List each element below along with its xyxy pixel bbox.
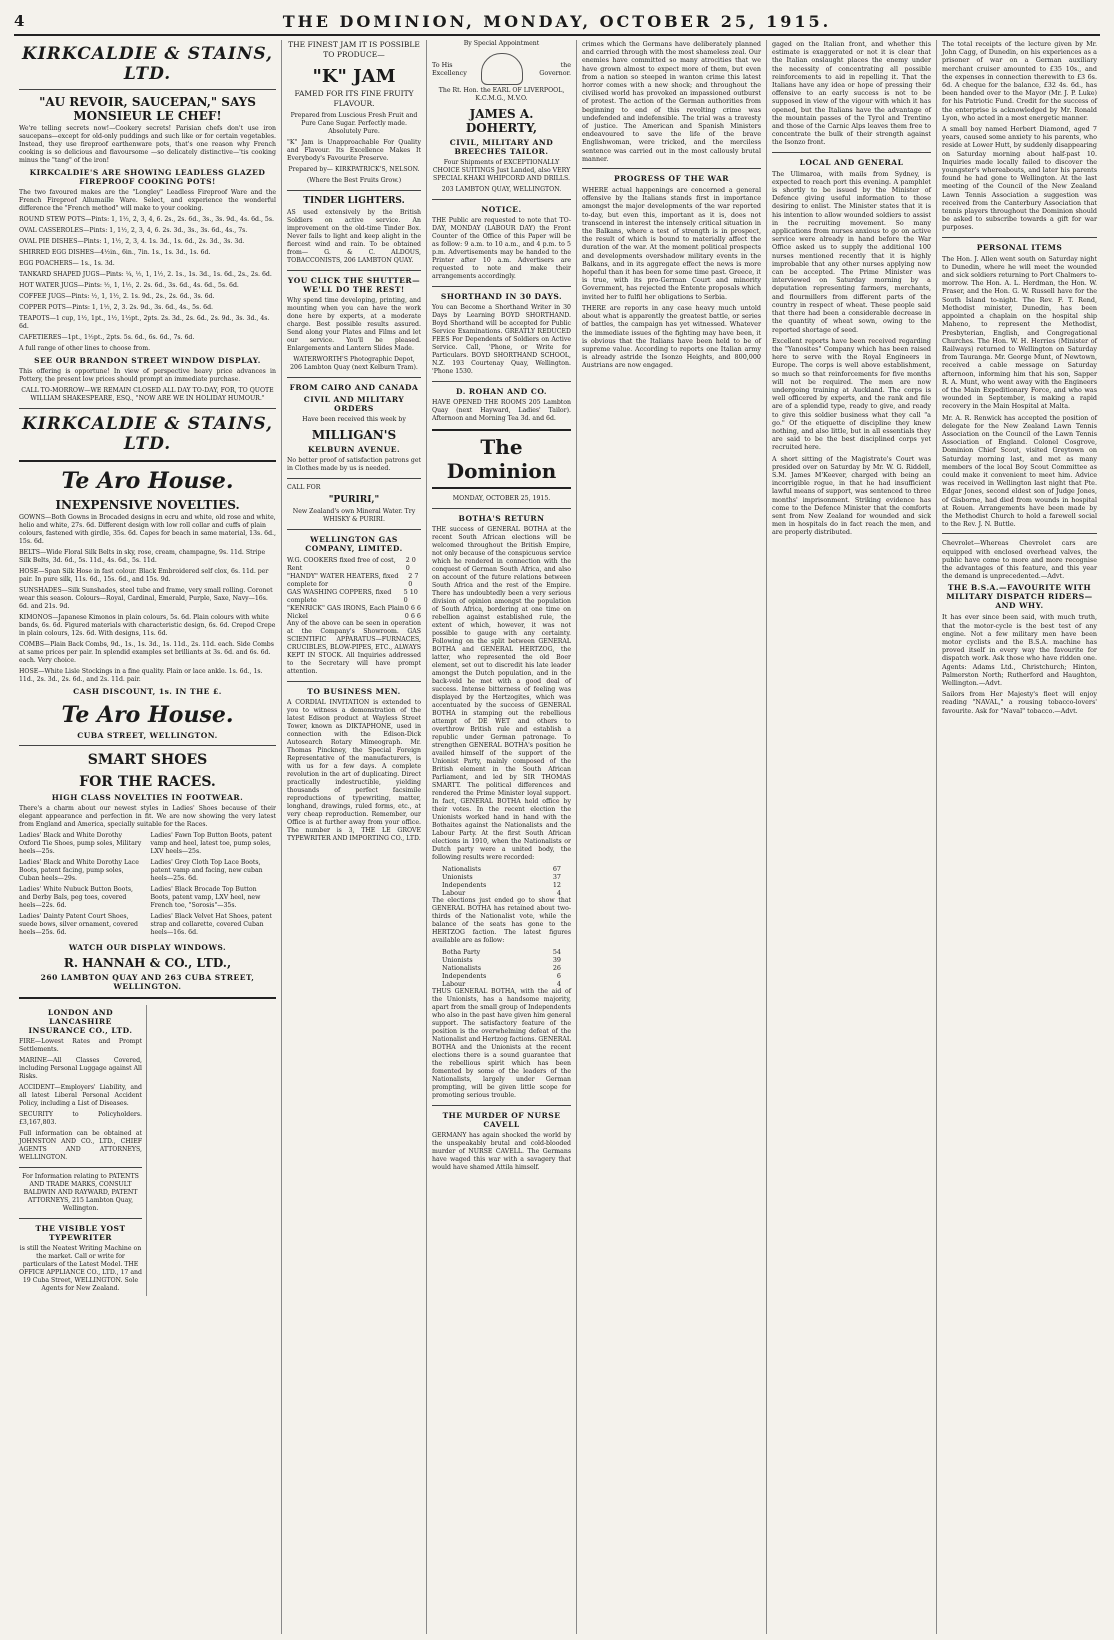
bsa-heading: THE B.S.A.—FAVOURITE WITH MILITARY DISPATCH RIDERS—AND WHY. [946, 583, 1093, 611]
governor-right: the Governor. [539, 61, 571, 77]
party-seats: 6 [556, 972, 561, 980]
shorthand-text: You can Become a Shorthand Writer in 30 Days by Learning BOYD SHORTHAND. Boyd Shorthand will be accepted for Public Service Examinations. GREATLY REDUCED FEES For Dependents of Soldiers on Active Service. Call, 'Phone, or Write for Particulars. BOYD SHORTHAND SCHOOL, N.Z. 193 Courtenay Quay, Wellington. 'Phone 1530. [432, 304, 571, 375]
novelty-item: SUNSHADES—Silk Sunshades, steel tube and frame, very small rolling. Coronet wear this season. Colours—Royal, Cardinal, Emerald, Purple, Saxe, Navy—16s. 6d. and 21s. 9d. [19, 587, 273, 610]
shoe-item: Ladies' Black Velvet Hat Shoes, patent strap and collarette, covered Cuban heels—16s. 6d. [150, 913, 272, 936]
doherty-address: 203 LAMBTON QUAY, WELLINGTON. [441, 186, 562, 193]
gas-item-label: W.G. COOKERS fixed free of cost, Rent [287, 556, 396, 572]
price-line: OVAL CASSEROLES—Pints: 1, 1½, 2, 3, 4, 6. 2s. 3d., 3s., 3s. 6d., 4s., 7s. [19, 227, 248, 234]
price-line: HOT WATER JUGS—Pints: ½, 1, 1½, 2. 2s. 6d., 3s. 6d., 4s. 6d., 5s. 6d. [19, 282, 239, 289]
cash-discount: CASH DISCOUNT, 1s. IN THE £. [73, 687, 222, 696]
milligan-address: KELBURN AVENUE. [307, 445, 401, 454]
novelty-item: HOSE—White Lisle Stockings in a fine quality. Plain or lace ankle. 1s. 6d., 1s. 11d., 2s. 3d., 2s. 6d., and 2s. 11d. pair. [19, 668, 263, 683]
party-seats: 4 [556, 980, 561, 988]
results-row [442, 980, 561, 988]
shorthand-heading: SHORTHAND IN 30 DAYS. [440, 292, 563, 301]
hannah-address: 260 LAMBTON QUAY AND 263 CUBA STREET, WELLINGTON. [40, 973, 255, 991]
royal-crest-icon [481, 53, 523, 85]
cairo-heading: FROM CAIRO AND CANADA [289, 383, 419, 392]
gas-item-label: "KENRICK" GAS IRONS, Each Plain [287, 604, 404, 612]
party-seats: 39 [552, 956, 561, 964]
local-text-3: A short sitting of the Magistrate's Court was presided over on Saturday by Mr. W. G. Riddell, S.M. James M'Keever, charged with being an incorrigible rogue, in that he had insufficient lawful means of support, was sentenced to three months' imprisonment. Striking evidence has come to the Defence Minister that the comforts sent from New Zealand for wounded and sick men in hospitals do in fact reach the men, and are properly distributed. [772, 454, 931, 537]
cavell-heading: THE MURDER OF NURSE CAVELL [442, 1111, 561, 1129]
races-heading: FOR THE RACES. [79, 774, 216, 790]
novelty-item: GOWNS—Both Gowns in Brocaded designs in ecru and white, old rose and white, helio and white, 27s. 6d. Different design with low roll collar and cuffs of plain colours, fastened with girdle, 35s. 6d. Capes for beach in same material, 13s. 6d., 15s. 6d. [19, 514, 276, 545]
gas-item-price: 2 7 0 [408, 572, 419, 588]
personal-text: The Hon. J. Allen went south on Saturday night to Dunedin, where he will meet the wounded and sick soldiers returning to Port Chalmers to-morrow. The Hon. A. L. Herdman, the Hon. W. Fraser, and the Hon. G. W. Russell have for the South Island to-night. The Rev. F. T. Rend, Methodist minister, Dunedin, has been appointed a chaplain on the hospital ship Maheno, to represent the Methodist, Presbyterian, English, and Congregational Churches. The Hon. W. H. Herries (Minister of Railways) returned to Wellington on Saturday from Tauranga. Mr. George Munt, of Newtown, received a cable message on Saturday afternoon, informing him that his son, Sapper R. A. Munt, who went away with the Engineers of the Main Expeditionary Force, and who was wounded in September, is making a rapid recovery in the Main Hospital at Malta. [942, 254, 1097, 411]
novelties-heading: INEXPENSIVE NOVELTIES. [55, 498, 240, 512]
botha-text-2: THUS GENERAL BOTHA, with the aid of the Unionists, has a handsome majority, apart from the small group of Independents who also in the past have given him general support. The satisfactory feature of the position is the overwhelming defeat of the Nationalist and Hertzog factions. GENERAL BOTHA and the Unionists at the recent elections there is a sound guarantee that the rebellious spirit which has been fomented by some of the leaders of the Nationalists, largely under German prompting, will be given little scope for promoting serious trouble. [432, 988, 571, 1099]
kirkcaldie-heading: KIRKCALDIE & STAINS, LTD. [22, 44, 273, 84]
page-number: 4 [14, 12, 25, 30]
party-name: Labour [442, 980, 466, 988]
jam-maker: Prepared by— KIRKPATRICK'S, NELSON. [288, 166, 420, 173]
party-seats: 4 [556, 889, 561, 897]
party-name: Unionists [442, 873, 473, 881]
gas-item-price: 2 0 0 [405, 556, 416, 572]
local-general-heading: LOCAL AND GENERAL [799, 157, 904, 167]
doherty-sub: CIVIL, MILITARY AND BREECHES TAILOR. [449, 138, 554, 156]
puriri-text: New Zealand's own Mineral Water. Try WHISKY & PURIRI. [292, 508, 416, 523]
party-name: Unionists [442, 956, 473, 964]
dominion-flag: The Dominion [432, 429, 571, 489]
k-jam-title: "K" JAM [312, 66, 396, 87]
doherty-heading: JAMES A. DOHERTY, [465, 107, 538, 135]
london-insurance-heading: LONDON AND LANCASHIRE INSURANCE CO., LTD. [28, 1008, 133, 1035]
results-1910-table [432, 865, 571, 897]
column-6 [937, 40, 1102, 1634]
tinder-text: AS used extensively by the British Soldiers on active service. An improvement on the old-time Tinder Box. Never fails to light and keep alight in the fiercest wind and rain. To be obtained from— G. & C. ALDOUS, TOBACCONISTS, 206 LAMBTON QUAY. [287, 209, 421, 264]
jam-famed: FAMED FOR ITS FINE FRUITY FLAVOUR. [294, 89, 414, 108]
shutter-text: Why spend time developing, printing, and mounting when you can have the work done here by experts, at a moderate charge. Best possible results assured. Send along your Plates and Films and let our service. You'll be pleased. Enlargements and Lantern Slides Made. [287, 297, 421, 352]
jam-prepared: Prepared from Luscious Fresh Fruit and Pure Cane Sugar. Perfectly made. Absolutely Pure. [290, 112, 418, 135]
party-name: Nationalists [442, 865, 482, 873]
novelty-item: HOSE—Span Silk Hose in fast colour. Black Embroidered self clox, 6s. 11d. per pair. In pure silk, 11s. 6d., 15s. 6d., and 15s. 9d. [19, 568, 269, 583]
personal-text-2: Mr. A. R. Renwick has accepted the position of delegate for the New Zealand Lawn Tennis Association on the Council of the Lawn Tennis Association of England. Colonel Cosgrove, Dominion Chief Scout, visited Greytown on Saturday morning last, and met as many members of the local Boy Scout Committee as could make it convenient to meet him. Advice was received in Wellington last night that Pte. Edgar Jones, second eldest son of Judge Jones, of Gisborne, had died from wounds in hospital at Rouen. Arrangements have been made by the Methodist Church to hold a farewell social to the Rev. J. N. Buttle. [942, 413, 1097, 529]
te-aro-house-heading-2: Te Aro House. [61, 702, 234, 728]
column-5 [767, 40, 937, 1634]
results-row [442, 865, 561, 873]
jam-intro: THE FINEST JAM IT IS POSSIBLE TO PRODUCE— [288, 40, 420, 59]
cavell-continued-text: crimes which the Germans have deliberately planned and carried through with the most shameless zeal. Our enemies have committed so many atrocities that we have grown almost to expect more of them, but even from a nation so steeped in wanton crime this latest horror comes with a new shock; and throughout the civilised world has provoked an impassioned outburst of protest. The action of the German authorities from beginning to end of this revolting crime was undefended and indefensible. The trial was a travesty of justice. The American and Spanish Ministers endeavoured to save the life of the brave Englishwoman, were tricked, and the merciless sentence was carried out in the most callously brutal manner. [582, 40, 761, 163]
window-display-line: SEE OUR BRANDON STREET WINDOW DISPLAY. [34, 356, 261, 365]
progress-text-2: THERE are reports in any case heavy much untold about what is apparently the greatest battle, or series of battles, the campaign has yet witnessed. Whatever the immediate issues of the fighting may have been, it is obvious that the Italians have been held to be of supreme value. According to reports one Italian army is already astride the Isonzo Heights, and 800,000 Austrians are now engaged. [582, 303, 761, 370]
earl-line: The Rt. Hon. the EARL OF LIVERPOOL, K.C.M.G., M.V.O. [438, 87, 565, 102]
price-line: OVAL PIE DISHES—Pints: 1, 1½, 2, 3, 4. 1s. 3d., 1s. 6d., 2s. 3d., 3s. 3d. [19, 238, 245, 245]
party-seats: 26 [552, 964, 561, 972]
results-row [442, 873, 561, 881]
smart-shoes-heading: SMART SHOES [87, 752, 208, 768]
jam-where: (Where the Best Fruits Grow.) [306, 177, 402, 184]
notice-text: THE Public are requested to note that TO-DAY, MONDAY (LABOUR DAY) the Front Counter of the Office of this Paper will be as follow: 9 a.m. to 10 a.m., and 4 p.m. to 5 p.m. Advertisements may be handed to the Printer after 10 a.m. Advertisers are requested to note and make their arrangements accordingly. [432, 217, 571, 280]
party-seats: 67 [552, 865, 561, 873]
local-text: The Ulimaroa, with mails from Sydney, is expected to reach port this evening. A pamphlet is shortly to be issued by the Minister of Defence giving useful information to those desiring to enlist. The Minister states that it is his intention to allow wounded soldiers to assist in the recruiting movement. So many applications from nurses anxious to go on active service were already in hand before the War Office asked us to supply the additional 100 nurses mentioned recently that it is highly improbable that any other nurses applying now can be accepted. The Prime Minister was interviewed on Saturday morning by a deputation representing farmers, merchants, and flourmillers from different parts of the country in respect of wheat. These people said that there had been a considerable decrease in the quantity of wheat sown, owing to the reported shortage of seed. [772, 169, 931, 334]
gas-price-table [287, 556, 421, 620]
shoe-item: Ladies' Fawn Top Button Boots, patent vamp and heel, latest toe, pump soles, LXV heels—25s. [150, 832, 272, 855]
shoe-item: Ladies' White Nubuck Button Boots, and Derby Bals, peg toes, covered heels—22s. 6d. [19, 886, 134, 909]
price-line: A full range of other lines to choose from. [19, 345, 151, 352]
local-text-2: Excellent reports have been received regarding the "Yanosites" Company which has been raised here to serve with the Royal Engineers in Europe. The corps is well above establishment, so much so that reinforcements for five months will not be required. The men are now undergoing training at Auckland. The corps is well officered by experts, and the rank and file are of a splendid type, ready to give, and ready to give this soldier business what they call "a go." Of the etiquette of discipline they knew nothing, and also little, but in all essentials they are said to be the best disciplined corps yet recruited here. [772, 336, 931, 452]
price-line: COPPER POTS—Pints: 1, 1½, 2, 3. 2s. 9d., 3s. 6d., 4s., 5s. 6d. [19, 304, 213, 311]
party-seats: 54 [552, 948, 561, 956]
appointment-line: By Special Appointment [463, 40, 540, 47]
shoes-text: There's a charm about our newest styles in Ladies' Shoes because of their elegant appearance and perfection in fit. We are now showing the very latest from England and America, specially suitable for the Races. [19, 805, 276, 828]
notice-heading: NOTICE. [481, 205, 522, 214]
shoe-item: Ladies' Grey Cloth Top Lace Boots, patent vamp and facing, new cuban heels—25s. 6d. [150, 859, 263, 882]
newspaper-title-line: THE DOMINION, MONDAY, OCTOBER 25, 1915. [282, 11, 832, 31]
footwear-subheading: HIGH CLASS NOVELTIES IN FOOTWEAR. [51, 793, 244, 802]
cavell-text: GERMANY has again shocked the world by the unspeakably brutal and cold-blooded murder of NURSE CAVELL. The Germans have waged this war with a savagery that would have shamed Attila himself. [432, 1132, 571, 1171]
rohan-heading: D. ROHAN AND CO. [455, 387, 548, 396]
gas-price-row [287, 572, 421, 588]
gas-price-row [287, 612, 421, 620]
gas-text: Any of the above can be seen in operation at the Company's Showroom. GAS SCIENTIFIC APPARATUS—FURNACES, CRUCIBLES, BLOW-PIPES, ETC., ALWAYS KEPT IN STOCK. All Inquiries addressed to the Secretary will have prompt attention. [287, 620, 421, 675]
results-row [442, 948, 561, 956]
column-2 [282, 40, 427, 1634]
novelty-item: COMBS—Plain Back Combs, 9d., 1s., 1s. 3d., 1s. 11d., 2s. 11d. each. Side Combs at same prices per pair. In splendid examples set brilliants at 3s. 6d. and 6s. 6d. each. Very choice. [19, 641, 274, 664]
hannah-heading: R. HANNAH & CO., LTD., [63, 956, 232, 970]
novelty-item: KIMONOS—Japanese Kimonos in plain colours, 5s. 6d. Plain colours with white bands, 6s. 6d. Figured materials with characteristic design, 6s. 6d. Crepod Crepe in plain colours, 12s. 6d. With designs, 11s. 6d. [19, 614, 276, 637]
gas-company-heading: WELLINGTON GAS COMPANY, LIMITED. [305, 535, 403, 553]
shoe-item: Ladies' Black and White Dorothy Lace Boots, patent facing, pump soles, Cuban heels—29s. [19, 859, 139, 882]
milligan-heading: MILLIGAN'S [311, 428, 397, 442]
closed-notice: CALL TO-MORROW—WE REMAIN CLOSED ALL DAY TO-DAY, FOR, TO QUOTE WILLIAM SHAKESPEARE, ESQ., "NOW ARE WE IN HOLIDAY HUMOUR." [21, 387, 274, 402]
shoe-item: Ladies' Dainty Patent Court Shoes, suede bows, silver ornament, covered heels—25s. 6d. [19, 913, 138, 936]
novelty-item: BELTS—Wide Floral Silk Belts in sky, rose, cream, champagne, 9s. 11d. Stripe Silk Belts, 3d. 6d., 5s. 11d., 4s. 6d., 5s. 11d. [19, 549, 266, 564]
party-seats: 37 [552, 873, 561, 881]
price-line: COFFEE JUGS—Pints: ½, 1, 1½, 2. 1s. 9d., 2s., 2s. 6d., 3s. 6d. [19, 293, 215, 300]
price-line: TANKARD SHAPED JUGS—Pints: ¼, ½, 1, 1½, 2. 1s., 1s. 3d., 1s. 6d., 2s., 2s. 6d. [19, 271, 272, 278]
gas-price-row [287, 604, 421, 612]
shutter-heading: YOU CLICK THE SHUTTER—WE'LL DO THE REST! [287, 276, 421, 294]
gas-price-row [287, 588, 421, 604]
rohan-text: HAVE OPENED THE ROOMS 205 Lambton Quay (next Hayward, Ladies' Tailor). Afternoon and Morning Tea 3d. and 6d. [432, 399, 571, 422]
insurance-line: FIRE—Lowest Rates and Prompt Settlements. [19, 1038, 142, 1053]
column-4 [577, 40, 767, 1634]
chevrolet-advt: Chevrolet—Whereas Chevrolet cars are equipped with enclosed overhead valves, the public have come to more and more recognise the advantages of this feature, and this year the demand is unprecedented.—Advt. [942, 539, 1097, 581]
gas-item-price: 0 6 6 [404, 604, 421, 612]
puriri-heading: "PURIRI," [328, 495, 380, 505]
puriri-call: CALL FOR [287, 484, 321, 491]
gas-item-label: GAS WASHING COPPERS, fixed complete [287, 588, 392, 604]
party-name: Nationalists [442, 964, 482, 972]
waterworth-text: WATERWORTH'S Photographic Depot, 206 Lambton Quay (next Kelburn Tram). [290, 356, 418, 371]
kirkcaldie-heading-2: KIRKCALDIE & STAINS, LTD. [22, 414, 273, 454]
insurance-line: SECURITY to Policyholders. £3,167,803. [19, 1111, 142, 1126]
window-display-text: This offering is opportune! In view of perspective heavy price advances in Pottery, the present low prices should prompt an immediate purchase. [19, 368, 276, 383]
price-line: TEAPOTS—1 cup, 1½, 1pt., 1½, 1½pt., 2pts. 2s. 3d., 2s. 6d., 2s. 9d., 3s. 3d., 4s. 6d. [19, 315, 270, 330]
business-heading: TO BUSINESS MEN. [307, 687, 401, 696]
shoe-item: Ladies' Black and White Dorothy Oxford Tie Shoes, pump soles, Military heels—25s. [19, 832, 142, 855]
shipments-text: Four Shipments of EXCEPTIONALLY CHOICE SUITINGS Just Landed, also VERY SPECIAL KHAKI WHIPCORD AND DRILLS. [432, 159, 571, 182]
insurance-line: ACCIDENT—Employers' Liability, and all latest Liberal Personal Accident Policy, including a List of Diseases. [19, 1084, 142, 1107]
cairo-text: Have been received this week by [302, 416, 406, 423]
results-row [442, 881, 561, 889]
leadless-heading: KIRKCALDIE'S ARE SHOWING LEADLESS GLAZED FIREPROOF COOKING POTS! [29, 168, 266, 186]
botha-heading: BOTHA'S RETURN [458, 514, 545, 523]
price-line: EGG POACHERS— 1s., 1s. 3d. [19, 260, 115, 267]
personal-items-heading: PERSONAL ITEMS [976, 242, 1063, 252]
display-windows-line: WATCH OUR DISPLAY WINDOWS. [68, 943, 227, 952]
party-name: Botha Party [442, 948, 481, 956]
patent-notice: For Information relating to PATENTS AND TRADE MARKS, CONSULT BALDWIN AND RAYWARD, PATENT ATTORNEYS, 215 Lambton Quay, Wellington. [22, 1173, 139, 1212]
gas-item-label: "HANDY" WATER HEATERS, fixed complete for [287, 572, 399, 588]
insurance-line: Full information can be obtained at JOHNSTON AND CO., LTD., CHIEF AGENTS AND ATTORNEYS, WELLINGTON. [19, 1130, 142, 1161]
price-line: CAFETIERES—1pt., 1½pt., 2pts. 5s. 6d., 6s. 6d., 7s. 6d. [19, 334, 195, 341]
cairo-sub: CIVIL AND MILITARY ORDERS [303, 395, 405, 413]
bsa-text: It has ever since been said, with much truth, that the motor-cycle is the best test of any engine. Not a few military men have been motor cyclists and the B.S.A. machine has proved itself in every way the favourite for dispatch work. Ask those who have ridden one. Agents: Adams Ltd., Christchurch; Hinton, Palmerston North; Rutherford and Haughton, Wellington.—Advt. [942, 613, 1097, 688]
shoe-item: Ladies' Black Brocade Top Button Boots, patent vamp, LXV heel, new French toe, "Sorosis"—35s. [150, 886, 261, 909]
party-name: Independents [442, 972, 487, 980]
edition-date: MONDAY, OCTOBER 25, 1915. [452, 495, 551, 502]
botha-text: THE success of GENERAL BOTHA at the recent South African elections will be welcomed throughout the British Empire, not only because of the conspicuous service which he rendered in connection with the conquest of German South Africa, and also on account of the future relations between South Africa and the rest of the Empire. There has undoubtedly been a very serious division of opinion amongst the population of South Africa, bordering at one time on rebellion against established rule, the extent of which, however, it was not possible to gauge with any certainty. Following on the split between GENERAL BOTHA and GENERAL HERTZOG, the latter, who represented the old Boer element, set out to discredit his late leader amongst the Dutch population, and in the back-veld he met with a good deal of success. Intense bitterness of feeling was displayed by the Hertzogites, which was accentuated by the success of GENERAL BOTHA in stamping out the rebellious attempt of DE WET and others to overthrow British rule and establish a republic under German patronage. To strengthen GENERAL BOTHA's position he availed himself of the support of the Unionist Party, mainly composed of the British element in the South African Parliament, and led by SIR THOMAS SMARTT. The political differences and rendered the Prime Minister loyal support. In fact, GENERAL BOTHA held office by their votes. In the recent election the Unionists worked hand in hand with the Bothaites against the Nationalists and the Labour Party. At the first South African elections in 1910, when the Nationalists or Dutch party were a united body, the following results were recorded: [432, 526, 571, 861]
naval-advt: Sailors from Her Majesty's fleet will enjoy reading "NAVAL," a rousing tobacco-lovers' favourite. Ask for "Naval" tobacco.—Advt. [942, 690, 1097, 715]
insurance-line: MARINE—All Classes Covered, including Personal Luggage against All Risks. [19, 1057, 142, 1080]
leadless-text: The two favoured makes are the "Longley" Leadless Fireproof Ware and the French Fireproof Allumaille Ware. Select, and experience the wonderful difference the "French method" will make to your cooking. [19, 189, 276, 212]
results-1915-table [432, 948, 571, 988]
jam-text: "K" Jam is Unapproachable For Quality and Flavour. Its Excellence Makes It Everybody's Favourite Preserve. [287, 139, 421, 162]
te-aro-house-heading: Te Aro House. [61, 468, 234, 494]
price-line: SHIRRED EGG DISHES—4½in., 6in., 7in. 1s., 1s. 3d., 1s. 6d. [19, 249, 211, 256]
typewriter-heading: THE VISIBLE YOST TYPEWRITER [35, 1224, 126, 1242]
governor-left: To His Excellency [432, 61, 467, 77]
masthead [14, 8, 1100, 36]
price-line: ROUND STEW POTS—Pints: 1, 1½, 2, 3, 4, 6. 2s., 2s. 6d., 3s., 3s. 9d., 4s. 6d., 5s. [19, 216, 274, 223]
business-text: A CORDIAL INVITATION is extended to you to witness a demonstration of the latest Edison product at Wayless Street Tower, known as DIKTAPHONE, used in connection with the Edison-Dick Autosearch Rotary Mimeograph. Mr. Thomas Pinckney, the Special Foreign Representative of the manufacturers, is with us for a few days. A complete revolution in the art of duplicating. Direct practically indestructible, yielding thousands of perfect facsimile reproductions of typewriting, matter, longhand, drawings, ruled forms, etc., at very cheap reproduction. Remember, our Office is at further away from your office. The number is 3, THE LE GROVE TYPEWRITER AND IMPORTING CO., LTD. [287, 699, 421, 842]
front-text: gaged on the Italian front, and whether this estimate is exaggerated or not it is clear that the Italian onslaught places the enemy under the necessity of concentrating all possible reinforcements to aid in repelling it. That the Italians have any idea or hope of pressing their offensive to an early success is not to be supposed in view of the vigour with which it has opened, but the Italians have the advantage of the mountain passes of the Tyrol and Trentino and those of the Carnic Alps leaves them free to concentrate the bulk of their strength against the Isonzo front. [772, 40, 931, 147]
gas-price-row [287, 556, 421, 572]
typewriter-text: is still the Neatest Writing Machine on the market. Call or write for particulars of the Latest Model. THE OFFICE APPLIANCE CO., LTD., 17 and 19 Cuba Street, WELLINGTON. Sole Agents for New Zealand. [19, 1245, 142, 1292]
results-row [442, 972, 561, 980]
local-news-text: A small boy named Herbert Diamond, aged 7 years, caused some anxiety to his parents, who reside at Lower Hutt, by suddenly disappearing on Saturday morning about half-past 10. Inquiries made locally failed to discover the youngster's whereabouts, and later his parents found he had gone to Wellington. At the last meeting of the Council of the New Zealand Lawn Tennis Association a suggestion was received from the Canterbury Association that tennis players throughout the Dominion should be asked to subscribe towards a gift for war purposes. [942, 125, 1097, 232]
party-name: Labour [442, 889, 466, 897]
column-3 [427, 40, 577, 1634]
price-list [19, 216, 276, 353]
gas-item-label: Nickel [287, 612, 308, 620]
party-name: Independents [442, 881, 487, 889]
te-aro-address: CUBA STREET, WELLINGTON. [77, 731, 218, 740]
milligan-text: No better proof of satisfaction patrons get in Clothes made by us is needed. [287, 457, 421, 472]
saucepan-text: We're telling secrets now!—Cookery secrets! Parisian chefs don't use iron saucepans—except for old-only puddings and such like or for certain vegetables. Instead, they use fireproof earthenware pots, that's one reason why French cooking is so delicious and flavoursome —so delicately distinctive—'tis cooking minus the "tang" of the iron! [19, 125, 276, 164]
progress-text: WHERE actual happenings are concerned a general offensive by the Italians stands first in importance amongst the major developments of the war reported to-day, but even this, important as it is, does not transcend in interest the intensely critical situation in the Balkans, where a test of strength is in prospect, the result of which is bound to materially affect the duration of the war. At the moment political prospects and developments overshadow military events in the Balkans, and in its aggregate effect the news is more hopeful than it has been for some time past. Greece, it is true, with its pro-German Court and minority Government, has rejected the Entente proposals which invited her to fulfil her obligations to Serbia. [582, 186, 761, 301]
party-seats: 12 [552, 881, 561, 889]
lecture-text: The total receipts of the lecture given by Mr. John Cagg, of Dunedin, on his experiences as a prisoner of war on a German auxiliary merchant cruiser amounted to £35 10s., and the expenses in connection therewith to £3 6s. 6d. A cheque for the balance, £32 4s. 6d., has been handed over to the Mayor (Mr. J. P. Luke) for his Patriotic Fund. Credit for the success of the enterprise is acknowledged by Mr. Ronald Lyon, who acted in a most energetic manner. [942, 40, 1097, 122]
saucepan-headline: "AU REVOIR, SAUCEPAN," SAYS MONSIEUR LE CHEF! [39, 95, 256, 123]
results-row [442, 964, 561, 972]
tinder-heading: TINDER LIGHTERS. [303, 196, 405, 206]
progress-war-heading: PROGRESS OF THE WAR [614, 174, 729, 184]
results-row [442, 956, 561, 964]
results-row [442, 889, 561, 897]
column-1 [14, 40, 282, 1634]
gas-item-price: 5 10 0 [403, 588, 418, 604]
gas-item-price: 0 6 6 [404, 612, 421, 620]
results-intro: The elections just ended go to show that GENERAL BOTHA has retained about two-thirds of the Nationalist vote, while the balance of the seats has gone to the HERTZOG faction. The latest figures available are as follow: [432, 897, 571, 944]
